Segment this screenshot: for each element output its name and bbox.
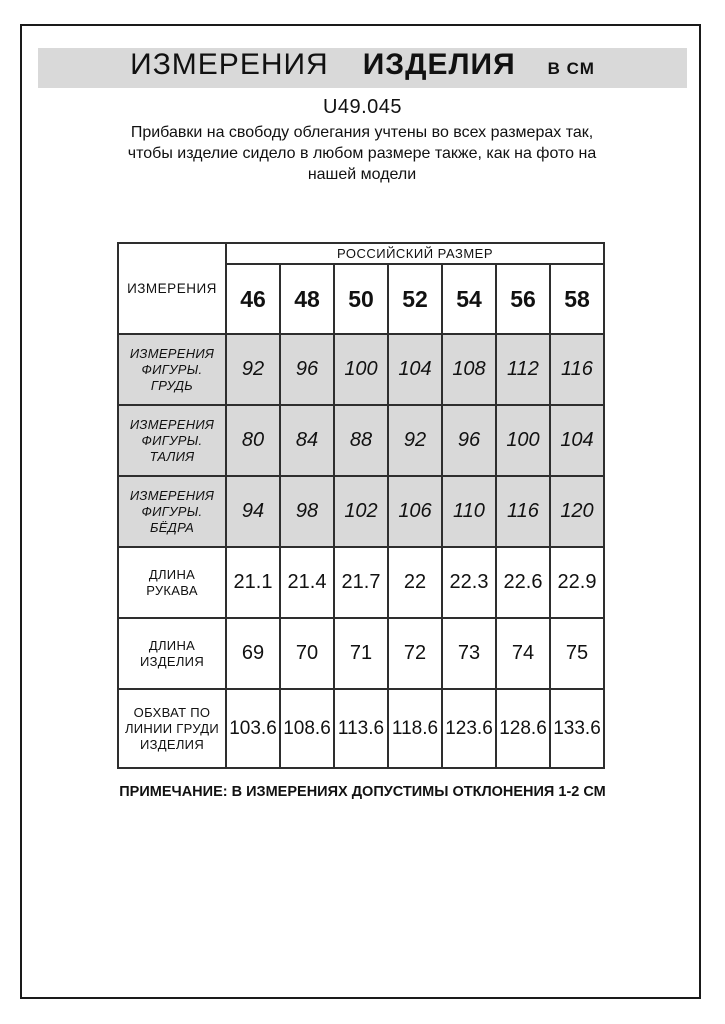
russian-size-group-header: РОССИЙСКИЙ РАЗМЕР <box>226 243 604 264</box>
measurement-value: 102 <box>334 476 388 547</box>
measurement-value: 22.3 <box>442 547 496 618</box>
measurement-value: 69 <box>226 618 280 689</box>
measurement-value: 98 <box>280 476 334 547</box>
measurement-value: 108.6 <box>280 689 334 768</box>
measurement-value: 22 <box>388 547 442 618</box>
size-col-header-52: 52 <box>388 264 442 334</box>
article-code: U49.045 <box>322 96 403 118</box>
measurement-value: 75 <box>550 618 604 689</box>
measurement-value: 21.7 <box>334 547 388 618</box>
measurement-value: 100 <box>334 334 388 405</box>
table-row <box>118 618 604 689</box>
measurement-value: 92 <box>226 334 280 405</box>
measurement-value: 112 <box>496 334 550 405</box>
size-col-header-48: 48 <box>280 264 334 334</box>
size-table <box>117 242 605 769</box>
fit-description <box>112 122 612 185</box>
measurement-value: 113.6 <box>334 689 388 768</box>
fit-description-line-2: чтобы изделие сидело в любом размере также, как на фото на <box>127 145 597 162</box>
measurement-value: 116 <box>550 334 604 405</box>
measurement-value: 22.9 <box>550 547 604 618</box>
row-label: ИЗМЕРЕНИЯ ФИГУРЫ. ТАЛИЯ <box>118 405 226 476</box>
size-col-header-54: 54 <box>442 264 496 334</box>
title-measurements: ИЗМЕРЕНИЯ <box>130 48 329 81</box>
measurement-value: 70 <box>280 618 334 689</box>
measurement-value: 100 <box>496 405 550 476</box>
row-label: ОБХВАТ ПО ЛИНИИ ГРУДИ ИЗДЕЛИЯ <box>118 689 226 768</box>
measurement-value: 108 <box>442 334 496 405</box>
measurement-value: 123.6 <box>442 689 496 768</box>
table-group-header-row <box>118 243 604 264</box>
measurement-value: 96 <box>280 334 334 405</box>
table-row <box>118 547 604 618</box>
measurement-value: 128.6 <box>496 689 550 768</box>
measurement-value: 120 <box>550 476 604 547</box>
measurement-value: 80 <box>226 405 280 476</box>
measurement-value: 92 <box>388 405 442 476</box>
measurement-value: 74 <box>496 618 550 689</box>
measurement-value: 104 <box>388 334 442 405</box>
measurement-value: 71 <box>334 618 388 689</box>
fit-description-line-1: Прибавки на свободу облегания учтены во всех размерах так, <box>130 124 594 141</box>
measurement-value: 116 <box>496 476 550 547</box>
measurement-value: 104 <box>550 405 604 476</box>
title-product: ИЗДЕЛИЯ <box>362 48 516 81</box>
row-label: ИЗМЕРЕНИЯ ФИГУРЫ. БЁДРА <box>118 476 226 547</box>
row-label: ИЗМЕРЕНИЯ ФИГУРЫ. ГРУДЬ <box>118 334 226 405</box>
measurement-value: 73 <box>442 618 496 689</box>
measurement-value: 103.6 <box>226 689 280 768</box>
measurement-value: 72 <box>388 618 442 689</box>
size-col-header-58: 58 <box>550 264 604 334</box>
tolerance-note: ПРИМЕЧАНИЕ: В ИЗМЕРЕНИЯХ ДОПУСТИМЫ ОТКЛОНЕНИЯ 1-2 СМ <box>119 784 606 800</box>
measurement-value: 21.4 <box>280 547 334 618</box>
row-label: ДЛИНА РУКАВА <box>118 547 226 618</box>
title-band <box>38 48 687 88</box>
row-label: ДЛИНА ИЗДЕЛИЯ <box>118 618 226 689</box>
size-col-header-50: 50 <box>334 264 388 334</box>
title-unit-cm: В СМ <box>547 59 595 78</box>
measurement-value: 96 <box>442 405 496 476</box>
size-table-body <box>118 334 604 768</box>
measurement-value: 21.1 <box>226 547 280 618</box>
measurement-value: 84 <box>280 405 334 476</box>
measurement-value: 94 <box>226 476 280 547</box>
size-col-header-56: 56 <box>496 264 550 334</box>
measurement-value: 106 <box>388 476 442 547</box>
measurement-value: 110 <box>442 476 496 547</box>
table-row <box>118 405 604 476</box>
measurement-value: 22.6 <box>496 547 550 618</box>
table-row <box>118 476 604 547</box>
table-corner-label: ИЗМЕРЕНИЯ <box>118 243 226 334</box>
fit-description-line-3: нашей модели <box>307 166 417 183</box>
measurement-value: 133.6 <box>550 689 604 768</box>
measurement-value: 88 <box>334 405 388 476</box>
measurement-value: 118.6 <box>388 689 442 768</box>
table-row <box>118 689 604 768</box>
size-col-header-46: 46 <box>226 264 280 334</box>
table-row <box>118 334 604 405</box>
